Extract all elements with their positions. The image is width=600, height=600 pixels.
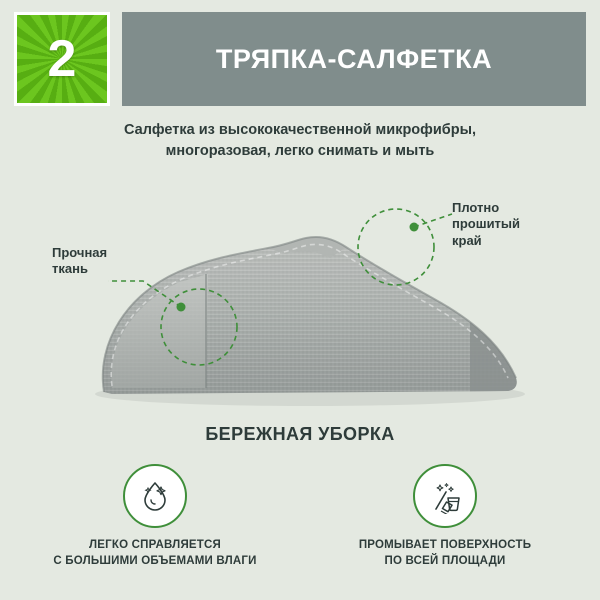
subtitle (0, 120, 600, 162)
callout-fabric-line-2: ткань (52, 261, 88, 277)
subtitle-line-2: многоразовая, легко снимать и мыть (165, 143, 435, 160)
feature-icon-circle-1 (123, 464, 187, 528)
callout-edge-leader (414, 214, 452, 227)
callout-edge-line-3: край (452, 232, 482, 248)
section-title: БЕРЕЖНАЯ УБОРКА (205, 424, 395, 444)
feature-caption-1 (53, 538, 256, 569)
feature-caption-2 (359, 538, 531, 569)
step-number: 2 (47, 30, 77, 88)
product-image-area (0, 182, 600, 412)
water-drop-sparkle-icon (137, 478, 173, 514)
callout-edge-line-1: Плотно (452, 200, 500, 215)
feature-caption-1-line-1: ЛЕГКО СПРАВЛЯЕТСЯ (89, 539, 221, 551)
mop-bucket-icon (427, 478, 463, 514)
step-number-badge (14, 12, 110, 106)
feature-caption-1-line-2: С БОЛЬШИМИ ОБЪЕМАМИ ВЛАГИ (53, 554, 257, 567)
title-bar (122, 12, 586, 106)
cloth-right-edge (470, 322, 518, 394)
feature-caption-2-line-1: ПРОМЫВАЕТ ПОВЕРХНОСТЬ (358, 539, 532, 551)
callout-fabric-line-1: Прочная (52, 245, 108, 260)
header (14, 12, 586, 106)
feature-caption-2-line-2: ПО ВСЕЙ ПЛОЩАДИ (384, 554, 506, 567)
features-row (0, 464, 600, 569)
feature-coverage (330, 464, 560, 569)
feature-icon-circle-2 (413, 464, 477, 528)
callout-edge-label (452, 200, 520, 249)
callout-edge-line-2: прошитый (452, 216, 521, 232)
page-title: ТРЯПКА-САЛФЕТКА (215, 43, 493, 74)
feature-absorbency (40, 464, 270, 569)
subtitle-line-1: Салфетка из высококачественной микрофибры, (124, 122, 476, 138)
callout-fabric-label (52, 245, 107, 278)
